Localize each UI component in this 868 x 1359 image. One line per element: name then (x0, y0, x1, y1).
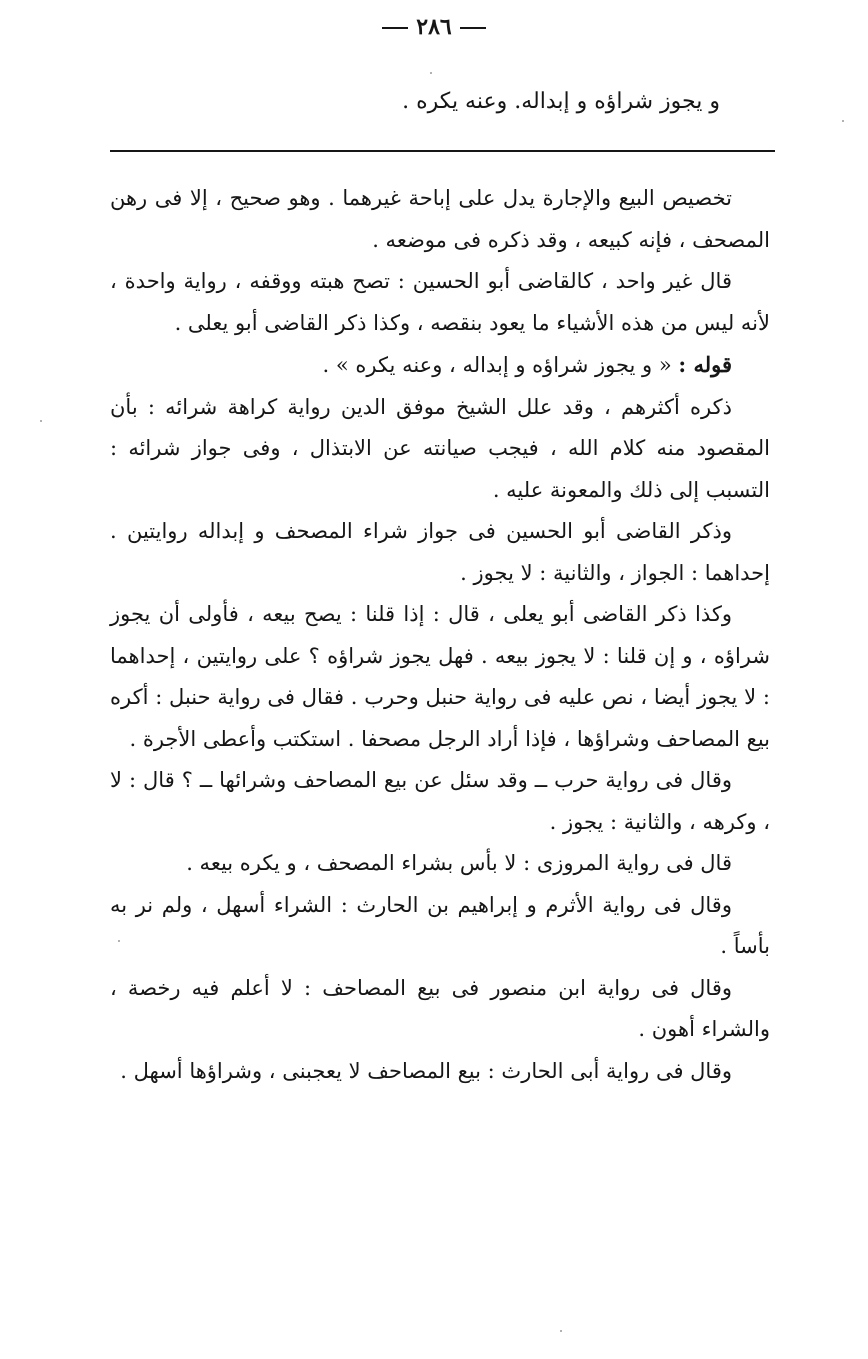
keyword-qawluhu: قوله : (678, 352, 732, 377)
page-number (0, 14, 868, 40)
paper-speck (842, 120, 844, 122)
commentary-paragraph (110, 344, 770, 387)
separator-rule (110, 150, 775, 152)
left-dash (382, 27, 408, 29)
commentary-paragraph: قال غير واحد ، كالقاضى أبو الحسين : تصح هبته ووقفه ، رواية واحدة ، لأنه ليس من هذه الأشياء ما يعود بنقصه ، وكذا ذكر القاضى أبو يعلى . (110, 269, 770, 335)
quoted-matn: « و يجوز شراؤه و إبداله ، وعنه يكره » . (322, 353, 679, 377)
commentary-paragraph: وقال فى رواية أبى الحارث : بيع المصاحف لا يعجبنى ، وشراؤها أسهل . (120, 1058, 732, 1083)
commentary-paragraph: ذكره أكثرهم ، وقد علل الشيخ موفق الدين رواية كراهة شرائه : بأن المقصود منه كلام الله ، فيجب صيانته عن الابتذال ، وفى جواز شرائه : التسبب إلى ذلك والمعونة عليه . (110, 394, 770, 502)
paper-speck (40, 420, 42, 422)
commentary-paragraph: تخصيص البيع والإجارة يدل على إباحة غيرهما . وهو صحيح ، إلا فى رهن المصحف ، فإنه كبيعه ، وقد ذكره فى موضعه . (110, 186, 770, 252)
paper-speck (560, 1330, 562, 1332)
commentary-paragraph: وقال فى رواية الأثرم و إبراهيم بن الحارث : الشراء أسهل ، ولم نر به بأساً . (110, 892, 770, 958)
commentary-paragraph: وذكر القاضى أبو الحسين فى جواز شراء المصحف و إبداله روايتين . إحداهما : الجواز ، والثانية : لا يجوز . (110, 519, 770, 585)
commentary-section (110, 178, 770, 1092)
matn-text: و يجوز شراؤه و إبداله. وعنه يكره . (402, 89, 720, 114)
right-dash (460, 27, 486, 29)
page-number-text: ٢٨٦ (416, 14, 452, 40)
commentary-paragraph: وقال فى رواية ابن منصور فى بيع المصاحف : لا أعلم فيه رخصة ، والشراء أهون . (110, 975, 770, 1041)
commentary-paragraph: وقال فى رواية حرب ــ وقد سئل عن بيع المصاحف وشرائها ــ ؟ قال : لا ، وكرهه ، والثانية : يجوز . (110, 768, 770, 834)
paper-speck (118, 940, 120, 942)
commentary-paragraph: قال فى رواية المروزى : لا بأس بشراء المصحف ، و يكره بيعه . (186, 851, 732, 875)
commentary-paragraph: وكذا ذكر القاضى أبو يعلى ، قال : إذا قلنا : يصح بيعه ، فأولى أن يجوز شراؤه ، و إن قلنا : لا يجوز بيعه . فهل يجوز شراؤه ؟ على روايتين ، إحداهما : لا يجوز أيضا ، نص عليه فى رواية حنبل وحرب . فقال فى رواية حنبل : أكره بيع المصاحف وشراؤها ، فإذا أراد الرجل مصحفا . استكتب وأعطى الأجرة . (110, 602, 770, 751)
paper-speck (430, 72, 432, 74)
